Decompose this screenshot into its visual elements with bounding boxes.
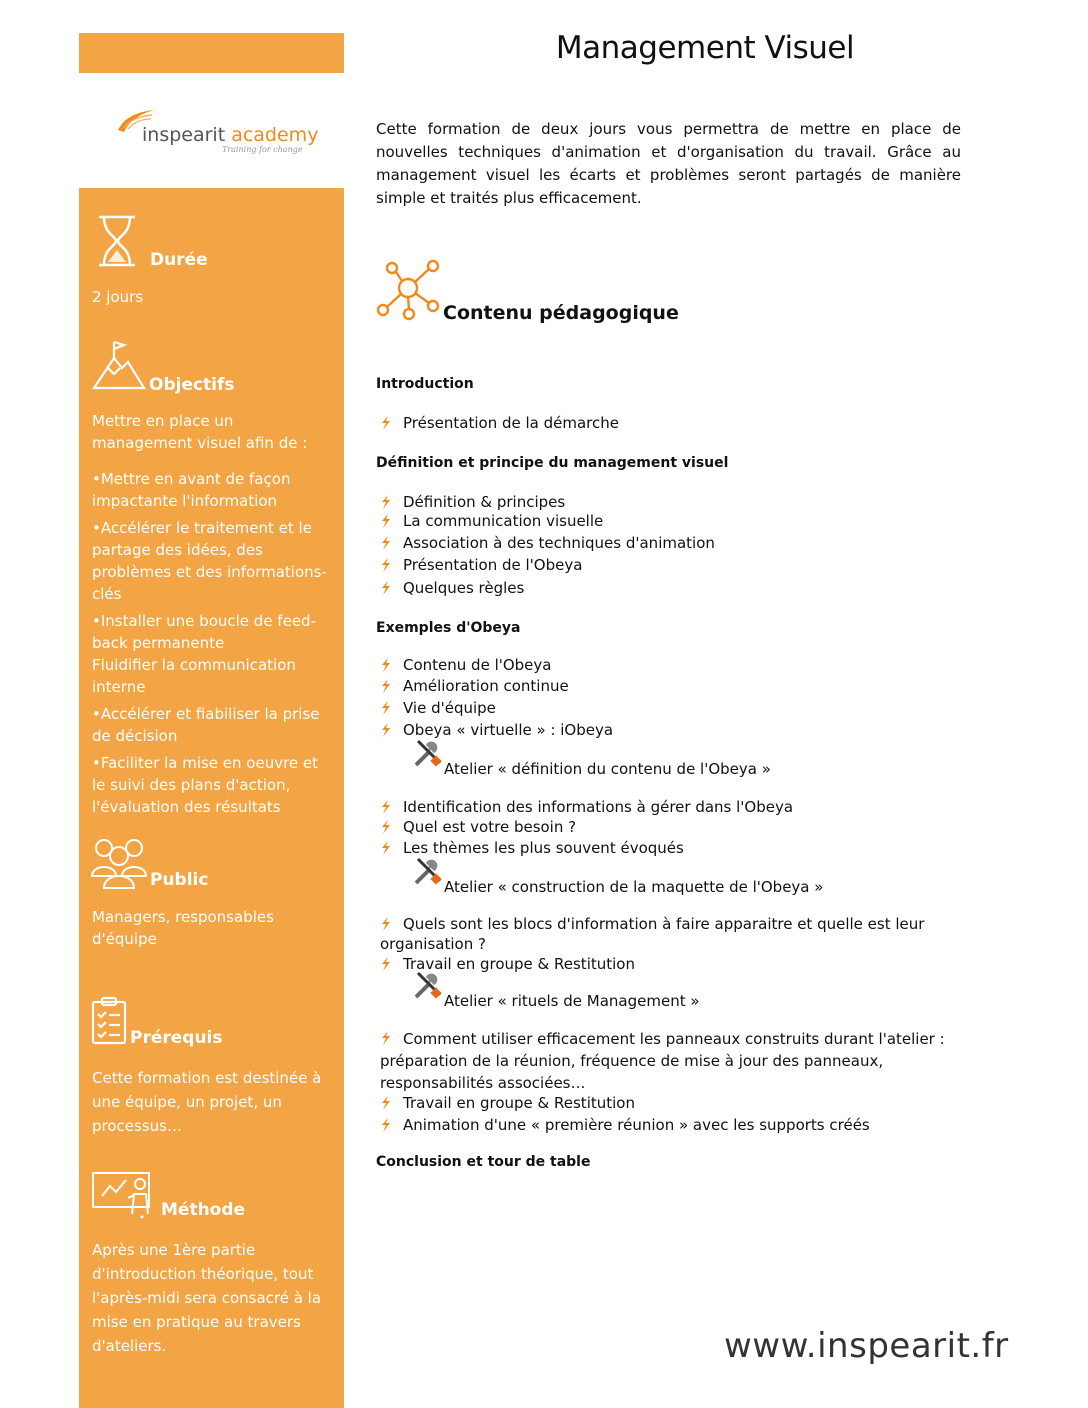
objectif-item: Mettre en place un management visuel afin de :	[92, 412, 308, 452]
section-heading: Définition et principe du management visuel	[376, 455, 729, 471]
prerequis-title: Prérequis	[130, 1028, 223, 1048]
list-item: Les thèmes les plus souvent évoqués	[376, 838, 966, 858]
list-item: Quelques règles	[376, 578, 966, 598]
list-item: Identification des informations à gérer dans l'Obeya	[376, 797, 966, 817]
bolt-bullet-icon	[380, 800, 392, 814]
atelier-item: Atelier « construction de la maquette de l'Obeya »	[412, 877, 823, 897]
bolt-bullet-icon	[380, 723, 392, 737]
page-title: Management Visuel	[555, 30, 855, 66]
list-item: Association à des techniques d'animation	[376, 533, 966, 553]
network-nodes-icon	[376, 258, 442, 324]
bolt-bullet-icon	[380, 1096, 392, 1110]
mountain-flag-icon	[92, 338, 146, 392]
bolt-bullet-icon	[380, 1031, 392, 1045]
bolt-bullet-icon	[380, 416, 392, 430]
bolt-bullet-icon	[380, 957, 392, 971]
methode-text: Après une 1ère partie d'introduction théorique, tout l'après-midi sera consacré à la mise en pratique au travers d'ateliers.	[92, 1241, 322, 1355]
list-item: Définition & principes	[376, 492, 966, 512]
tools-icon	[412, 737, 444, 769]
bolt-bullet-icon	[380, 558, 392, 572]
bolt-bullet-icon	[380, 679, 392, 693]
list-item: La communication visuelle	[376, 511, 966, 531]
teaching-board-icon	[90, 1168, 158, 1220]
bolt-bullet-icon	[380, 495, 392, 509]
section-heading: Conclusion et tour de table	[376, 1154, 591, 1170]
objectif-item: Fluidifier la communication interne	[92, 656, 296, 696]
list-item: Amélioration continue	[376, 676, 966, 696]
people-group-icon	[90, 836, 148, 890]
top-accent-bar	[79, 33, 344, 73]
bolt-bullet-icon	[380, 1118, 392, 1132]
tools-icon	[412, 855, 444, 887]
methode-title: Méthode	[161, 1200, 246, 1220]
hourglass-icon	[96, 214, 138, 268]
section-heading: Introduction	[376, 376, 474, 392]
prerequis-text: Cette formation est destinée à une équipe, un projet, un processus…	[92, 1069, 322, 1135]
list-item: Quels sont les blocs d'information à faire apparaitre et quelle est leur organisation ?	[380, 915, 925, 953]
bolt-bullet-icon	[380, 820, 392, 834]
objectif-item: •Installer une boucle de feed-back permanente	[92, 612, 316, 652]
duree-title: Durée	[150, 250, 208, 270]
checklist-clipboard-icon	[90, 996, 128, 1046]
website-url[interactable]: www.inspearit.fr	[724, 1326, 1009, 1366]
bolt-bullet-icon	[380, 581, 392, 595]
public-title: Public	[150, 870, 209, 890]
list-item: Travail en groupe & Restitution	[376, 954, 966, 974]
bolt-bullet-icon	[380, 841, 392, 855]
company-logo	[110, 104, 320, 164]
atelier-item: Atelier « définition du contenu de l'Obeya »	[412, 759, 771, 779]
list-item: Présentation de la démarche	[376, 413, 966, 433]
content-title: Contenu pédagogique	[443, 302, 679, 324]
public-text: Managers, responsables d'équipe	[92, 908, 274, 948]
bolt-bullet-icon	[380, 917, 392, 931]
bolt-bullet-icon	[380, 514, 392, 528]
logo-tagline: Training for change	[222, 145, 303, 154]
duree-text: 2 jours	[92, 288, 144, 306]
list-item: Quel est votre besoin ?	[376, 817, 966, 837]
objectif-item: •Accélérer et fiabiliser la prise de décision	[92, 705, 320, 745]
intro-paragraph: Cette formation de deux jours vous permettra de mettre en place de nouvelles techniques d'animation et d'organisation du travail. Grâce au management visuel les écarts et problèmes seront partagés de manière simple et traités plus efficacement.	[376, 120, 961, 207]
objectif-item: •Faciliter la mise en oeuvre et le suivi des plans d'action, l'évaluation des résultats	[92, 754, 319, 816]
objectif-item: •Accélérer le traitement et le partage des idées, des problèmes et des informations-clés	[92, 519, 327, 603]
logo-wordmark: inspearit academy	[142, 124, 319, 146]
objectifs-list	[92, 410, 332, 823]
list-item: Travail en groupe & Restitution	[376, 1093, 966, 1113]
section-heading: Exemples d'Obeya	[376, 620, 521, 636]
list-item: Obeya « virtuelle » : iObeya	[376, 720, 966, 740]
list-item: Animation d'une « première réunion » avec les supports créés	[376, 1115, 966, 1135]
bolt-bullet-icon	[380, 536, 392, 550]
bolt-bullet-icon	[380, 658, 392, 672]
list-item: Vie d'équipe	[376, 698, 966, 718]
list-item: Comment utiliser efficacement les panneaux construits durant l'atelier : préparation de la réunion, fréquence de mise à jour des panneaux, responsabilités associées…	[380, 1030, 945, 1092]
list-item: Contenu de l'Obeya	[376, 655, 966, 675]
bolt-bullet-icon	[380, 701, 392, 715]
objectif-item: •Mettre en avant de façon impactante l'information	[92, 470, 291, 510]
tools-icon	[412, 969, 444, 1001]
list-item: Présentation de l'Obeya	[376, 555, 966, 575]
atelier-item: Atelier « rituels de Management »	[412, 991, 700, 1011]
objectifs-title: Objectifs	[149, 375, 235, 395]
